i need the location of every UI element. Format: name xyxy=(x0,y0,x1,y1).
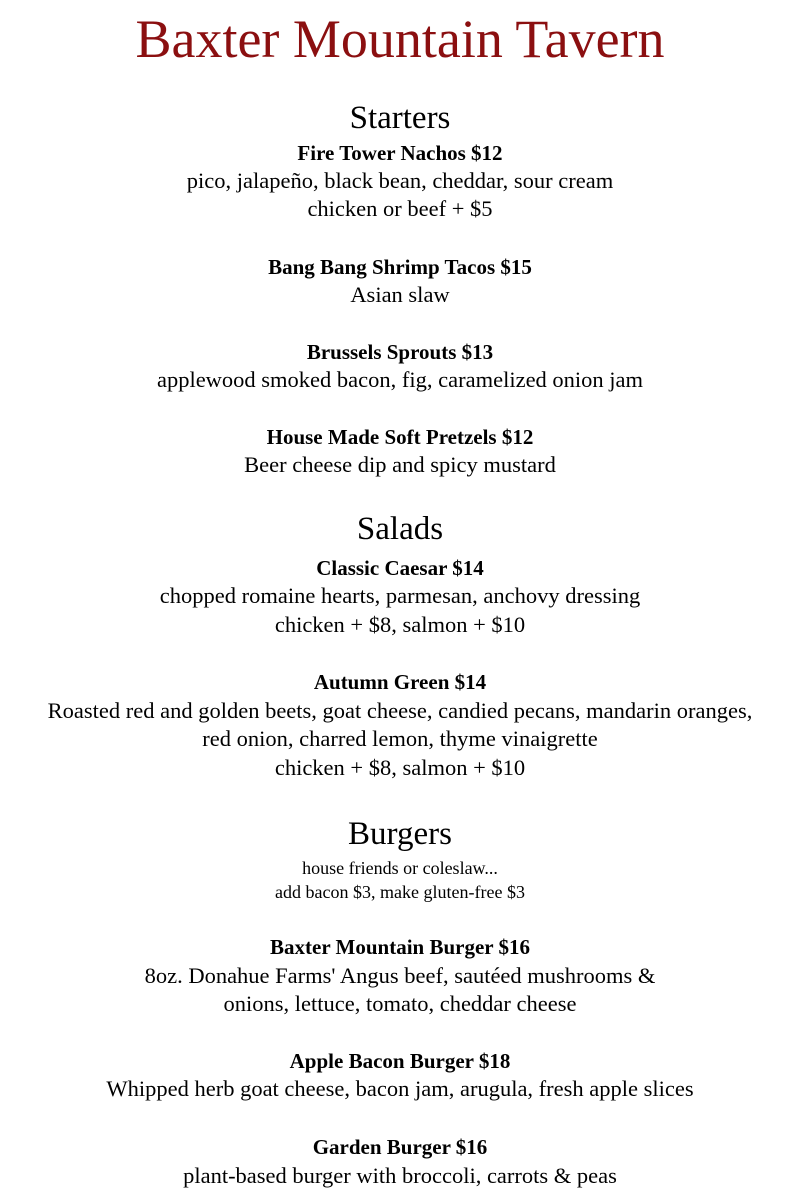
menu-item-name: Baxter Mountain Burger $16 xyxy=(270,935,530,959)
menu-item-description: Asian slaw xyxy=(350,282,450,307)
menu-item-name: Classic Caesar $14 xyxy=(316,556,484,580)
restaurant-title: Baxter Mountain Tavern xyxy=(135,9,665,69)
section-note: house friends or coleslaw... xyxy=(302,858,498,878)
menu-item-description: Beer cheese dip and spicy mustard xyxy=(244,452,556,477)
menu-item-description: onions, lettuce, tomato, cheddar cheese xyxy=(223,991,577,1016)
menu-item-addon: chicken + $8, salmon + $10 xyxy=(274,612,526,637)
menu-item-description: Roasted red and golden beets, goat cheese, candied pecans, mandarin oranges, xyxy=(47,698,753,723)
menu-item-name: Garden Burger $16 xyxy=(312,1135,488,1159)
menu-item-name: House Made Soft Pretzels $12 xyxy=(266,425,534,449)
menu-item-name: Brussels Sprouts $13 xyxy=(306,340,494,364)
menu-item-addon: chicken or beef + $5 xyxy=(307,196,493,221)
menu-item-name: Apple Bacon Burger $18 xyxy=(289,1049,511,1073)
menu-item-name: Fire Tower Nachos $12 xyxy=(297,141,503,165)
menu-item-description: Whipped herb goat cheese, bacon jam, arugula, fresh apple slices xyxy=(106,1076,694,1101)
menu-item-description: plant-based burger with broccoli, carrots & peas xyxy=(183,1163,617,1188)
section-note: add bacon $3, make gluten-free $3 xyxy=(275,882,525,902)
menu-item-description: 8oz. Donahue Farms' Angus beef, sautéed mushrooms & xyxy=(144,963,656,988)
menu-item-name: Bang Bang Shrimp Tacos $15 xyxy=(268,255,532,279)
menu-item-description: applewood smoked bacon, fig, caramelized onion jam xyxy=(156,367,644,392)
menu-item-description: chopped romaine hearts, parmesan, anchovy dressing xyxy=(159,583,641,608)
section-heading-salads: Salads xyxy=(356,511,444,547)
menu-item-name: Autumn Green $14 xyxy=(313,670,487,694)
section-heading-starters: Starters xyxy=(349,100,451,136)
menu-item-description: pico, jalapeño, black bean, cheddar, sour cream xyxy=(186,168,614,193)
section-heading-burgers: Burgers xyxy=(348,816,452,852)
menu-item-addon: chicken + $8, salmon + $10 xyxy=(274,755,526,780)
menu-item-description: red onion, charred lemon, thyme vinaigrette xyxy=(202,726,598,751)
